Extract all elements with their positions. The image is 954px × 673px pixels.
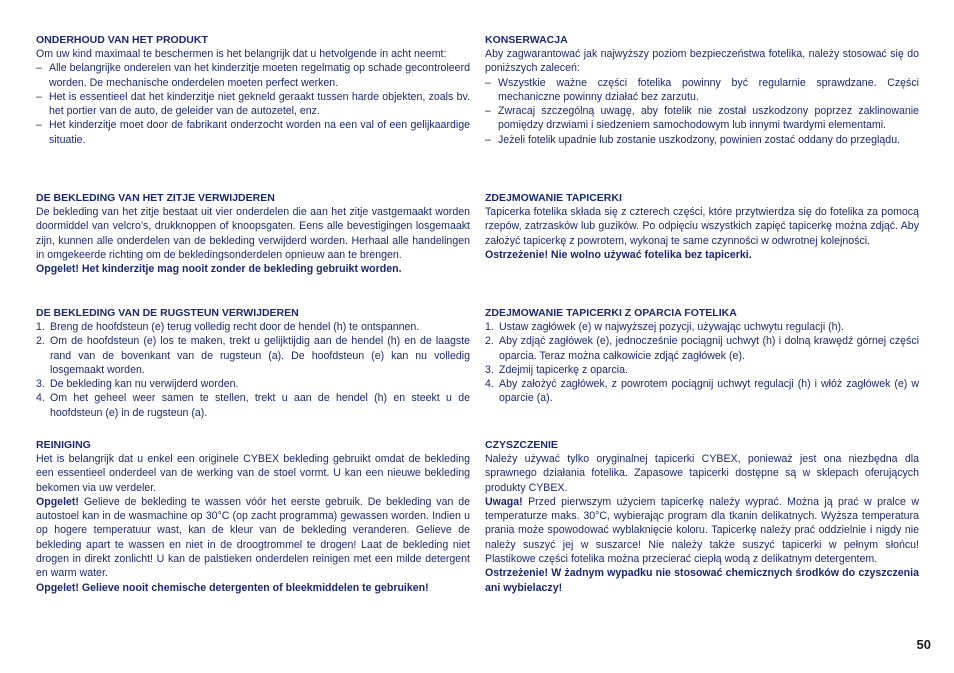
section-heading: ZDEJMOWANIE TAPICERKI — [485, 192, 622, 204]
backrest-cover-section — [485, 307, 919, 406]
warning-text: Opgelet! Het kinderzitje mag nooit zonder de bekleding gebruikt worden. — [36, 263, 402, 276]
cleaning-section — [36, 439, 470, 595]
list-item: – Het kinderzitje moet door de fabrikant onderzocht worden na een val of een gelijkaardige situatie. — [36, 118, 470, 147]
list-item: – Alle belangrijke onderelen van het kinderzitje moeten regelmatig op schade gecontroleerd worden. De mechanische onderdelen moeten perfect werken. — [36, 61, 470, 90]
section-intro: Aby zagwarantować jak najwyższy poziom bezpieczeństwa fotelika, należy stosować się do poniższych zaleceń: — [485, 48, 919, 75]
step-text: Om het geheel weer samen te stellen, trekt u aan de hendel (h) en steekt u de hoofdsteun (e) in de rugsteun (a). — [50, 392, 470, 419]
step-text: De bekleding kan nu verwijderd worden. — [50, 378, 239, 391]
section-heading: DE BEKLEDING VAN HET ZITJE VERWIJDEREN — [36, 192, 275, 204]
section-text: Należy używać tylko oryginalnej tapicerki CYBEX, ponieważ jest ona niezbędna dla sprawnego działania fotelika. Zapasowe tapicerki dostępne są w sklepach oferujących produkty CYBEX. — [485, 453, 919, 494]
list-item: – Het is essentieel dat het kinderzitje niet gekneld geraakt tussen harde objekten, zoals bv. het portier van de auto, de geleider van de autozetel, enz. — [36, 90, 470, 119]
section-text — [485, 495, 919, 566]
step-number: 3. — [485, 363, 494, 376]
maintenance-section — [36, 34, 470, 147]
bold-lead: Opgelet! — [36, 495, 79, 508]
bold-lead: Uwaga! — [485, 495, 523, 508]
numbered-list — [36, 320, 470, 420]
warning-text: Ostrzeżenie! Nie wolno używać fotelika bez tapicerki. — [485, 248, 752, 261]
section-heading: DE BEKLEDING VAN DE RUGSTEUN VERWIJDEREN — [36, 307, 299, 319]
list-item: – Wszystkie ważne części fotelika powinny być regularnie sprawdzane. Części mechaniczne powinny działać bez zarzutu. — [485, 76, 919, 105]
seat-cover-section — [36, 192, 470, 276]
section-intro: Om uw kind maximaal te beschermen is het belangrijk dat u hetvolgende in acht neemt: — [36, 48, 447, 60]
section-heading: CZYSZCZENIE — [485, 439, 558, 451]
list-item: – Zwracaj szczególną uwagę, aby fotelik nie został uszkodzony poprzez zaklinowanie pomiędzy drzwiami i siedzeniem samochodowym lub innymi twardymi elementami. — [485, 104, 919, 133]
section-text: Het is belangrijk dat u enkel een originele CYBEX bekleding gebruikt omdat de bekleding een essentieel onderdeel van de werking van de stoel vormt. U kan een nieuwe bekleding bekomen via uw verdeler. — [36, 453, 470, 494]
list-item — [485, 334, 919, 363]
list-item — [36, 377, 470, 391]
section-text — [36, 495, 470, 581]
section-heading: ONDERHOUD VAN HET PRODUKT — [36, 34, 208, 46]
step-number: 1. — [485, 321, 494, 333]
step-number: 1. — [36, 321, 45, 333]
step-number: 2. — [36, 335, 45, 348]
step-number: 2. — [485, 335, 494, 348]
warning-text: Ostrzeżenie! W żadnym wypadku nie stosować chemicznych środków do czyszczenia ani wybielaczy! — [485, 567, 919, 594]
paragraph-body: Gelieve de bekleding te wassen vóór het eerste gebruik. De bekleding van de autostoel kan in de wasmachine op 30°C (op zacht programma) gewassen worden. Indien u op hogere temperatuur wast, kan de kleur van de bekleding veranderen. Gelieve de bekleding apart te wassen en niet in de droogtrommel te drogen! Laat de bekleding niet drogen in direkt zonlicht! U kan de palstieken onderdelen reinigen met een milde detergent en warm water. — [36, 495, 470, 580]
step-number: 4. — [36, 392, 45, 405]
seat-cover-section — [485, 192, 919, 262]
list-item — [36, 334, 470, 377]
section-text: De bekleding van het zitje bestaat uit vier onderdelen die aan het zitje vastgemaakt worden doormiddel van velcro’s, drukknoppen of knoopsgaten. Eens alle bevestigingen losgemaakt zijn, kunnen alle onderdelen van de bekleding verwijderd worden. Herhaal alle handelingen in omgekeerde richting om de bekledingsonderdelen opnieuw aan te brengen. — [36, 206, 470, 261]
page-number: 50 — [916, 637, 931, 652]
list-item — [36, 391, 470, 420]
section-heading: ZDEJMOWANIE TAPICERKI Z OPARCIA FOTELIKA — [485, 307, 737, 319]
step-text: Om de hoofdsteun (e) los te maken, trekt u gelijktijdig aan de hendel (h) en de laagste rand van de bovenkant van de rugsteun (a). De hoofdsteun (e) kan nu volledig losgemaakt worden. — [50, 335, 470, 376]
list-item — [485, 320, 919, 334]
bullet-list — [36, 61, 470, 147]
bullet-list — [485, 76, 919, 147]
cleaning-section — [485, 439, 919, 595]
section-heading: REINIGING — [36, 439, 91, 451]
list-item — [485, 363, 919, 377]
step-text: Ustaw zagłówek (e) w najwyższej pozycji, używając uchwytu regulacji (h). — [499, 321, 845, 333]
maintenance-section — [485, 34, 919, 147]
step-text: Zdejmij tapicerkę z oparcia. — [499, 363, 628, 376]
step-number: 3. — [36, 378, 45, 391]
step-text: Aby założyć zagłówek, z powrotem pociągnij uchwyt regulacji (h) i włóż zagłówek (e) w oparcie (a). — [499, 378, 919, 405]
paragraph-body: Przed pierwszym użyciem tapicerkę należy wyprać. Można ją prać w pralce w temperaturze maks. 30°C, wybierając program dla tkanin delikatnych. Wyższa temperatura prania może spowodować wyblaknięcie koloru. Tapicerkę należy prać oddzielnie i nigdy nie należy suszyć jej w suszarce! Nie należy także suszyć tapicerki w pełnym słońcu! Plastikowe części fotelika można przecierać ciepłą wodą z delikatnym detergentem. — [485, 495, 919, 566]
step-number: 4. — [485, 378, 494, 391]
step-text: Breng de hoofdsteun (e) terug volledig recht door de hendel (h) te ontspannen. — [50, 321, 420, 333]
list-item — [485, 377, 919, 406]
numbered-list — [485, 320, 919, 406]
list-item: – Jeżeli fotelik upadnie lub zostanie uszkodzony, powinien zostać oddany do przeglądu. — [485, 133, 919, 147]
warning-text: Opgelet! Gelieve nooit chemische detergenten of bleekmiddelen te gebruiken! — [36, 581, 429, 594]
step-text: Aby zdjąć zagłówek (e), jednocześnie pociągnij uchwyt (h) i dolną krawędź górnej części oparcia. Teraz można całkowicie zdjąć zagłówek (e). — [499, 335, 919, 362]
backrest-cover-section — [36, 307, 470, 420]
section-heading: KONSERWACJA — [485, 34, 568, 46]
list-item — [36, 320, 470, 334]
section-text: Tapicerka fotelika składa się z czterech części, które przytwierdza się do fotelika za pomocą rzepów, zatrzasków lub guzików. Po odpięciu wszystkich zapięć tapicerkę można zdjąć. Aby założyć tapicerkę z powrotem, wykonaj te same czynności w odwrotnej kolejności. — [485, 206, 919, 247]
